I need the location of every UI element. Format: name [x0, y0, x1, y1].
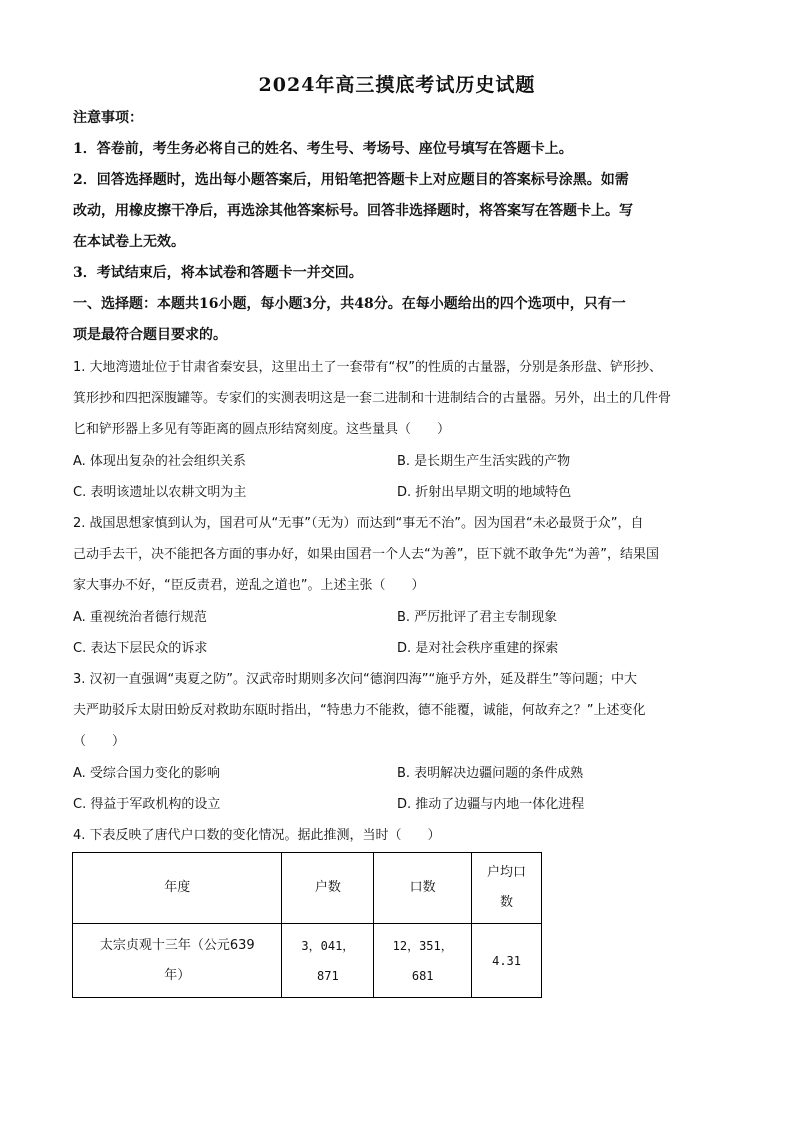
question-3-option-b[interactable]: B. 表明解决边疆问题的条件成熟: [397, 766, 584, 781]
table-header-population: [374, 853, 472, 924]
table-cell-households: [282, 924, 374, 998]
notice-line: 改动，用橡皮擦干净后，再选涂其他答案标号。回答非选择题时，将答案写在答题卡上。写: [73, 203, 633, 219]
table-cell-value: 4.31: [492, 953, 521, 968]
question-2-option-b[interactable]: B. 严厉批评了君主专制现象: [397, 610, 558, 625]
question-3-option-d[interactable]: D. 推动了边疆与内地一体化进程: [397, 797, 585, 812]
question-3-option-a[interactable]: A. 受综合国力变化的影响: [73, 766, 220, 781]
question-1-option-b[interactable]: B. 是长期生产生活实践的产物: [397, 454, 571, 469]
question-4-text: 4. 下表反映了唐代户口数的变化情况。据此推测，当时（ ）: [73, 828, 441, 843]
table-header-label: 年度: [164, 880, 191, 895]
table-header-year: [73, 853, 282, 924]
notice-line: 2．回答选择题时，选出每小题答案后，用铅笔把答题卡上对应题目的答案标号涂黑。如需: [73, 172, 629, 188]
table-cell-value: 太宗贞观十三年（公元639 年）: [99, 937, 255, 983]
table-cell-value: 12，351， 681: [392, 938, 453, 983]
notice-heading: 注意事项：: [73, 110, 143, 126]
table-header-label: 户均口 数: [487, 865, 527, 910]
notice-line: 在本试卷上无效。: [73, 234, 185, 250]
population-table: [72, 852, 542, 998]
table-cell-population: [374, 924, 472, 998]
question-3-text: 3. 汉初一直强调“夷夏之防”。汉武帝时期则多次问“德润四海”“施乎方外，延及群生”等问题；中大: [73, 672, 637, 687]
question-3-text: （ ）: [73, 734, 126, 749]
question-2-option-a[interactable]: A. 重视统治者德行规范: [73, 610, 207, 625]
question-2-text: 己动手去干，决不能把各方面的事办好，如果由国君一个人去“为善”，臣下就不敢争先“为善”，结果国: [73, 547, 659, 562]
table-header-avg: [472, 853, 542, 924]
notice-line: 3．考试结束后，将本试卷和答题卡一并交回。: [73, 265, 363, 281]
question-3-option-c[interactable]: C. 得益于军政机构的设立: [73, 797, 221, 812]
section-heading: 一、选择题：本题共16小题，每小题3分，共48分。在每小题给出的四个选项中，只有一: [73, 296, 626, 312]
question-1-option-a[interactable]: A. 体现出复杂的社会组织关系: [73, 454, 246, 469]
notice-line: 1．答卷前，考生务必将自己的姓名、考生号、考场号、座位号填写在答题卡上。: [73, 141, 573, 157]
table-cell-year: [73, 924, 282, 998]
table-cell-value: 3，041， 871: [301, 938, 355, 983]
page-title: 2024年高三摸底考试历史试题: [258, 74, 536, 96]
question-2-option-c[interactable]: C. 表达下层民众的诉求: [73, 641, 208, 656]
table-row: [73, 924, 542, 998]
question-3-text: 夫严助驳斥太尉田蚡反对救助东瓯时指出，“特患力不能救，德不能覆，诚能，何故弃之？”上述变化: [73, 703, 646, 718]
question-2-text: 2. 战国思想家慎到认为，国君可从“无事”（无为）而达到“事无不治”。因为国君“未必最贤于众”，自: [73, 516, 644, 531]
question-1-text: 箕形抄和四把深腹罐等。专家们的实测表明这是一套二进制和十进制结合的古量器。另外，出土的几件骨: [73, 391, 672, 406]
section-heading: 项是最符合题目要求的。: [73, 327, 227, 343]
question-1-option-c[interactable]: C. 表明该遗址以农耕文明为主: [73, 485, 247, 500]
question-1-text: 1. 大地湾遗址位于甘肃省秦安县，这里出土了一套带有“权”的性质的古量器，分别是条形盘、铲形抄、: [73, 360, 663, 375]
table-header-label: 户数: [314, 880, 341, 895]
question-2-text: 家大事办不好，“臣反责君，逆乱之道也”。上述主张（ ）: [73, 578, 425, 593]
table-header-households: [282, 853, 374, 924]
table-header-row: [73, 853, 542, 924]
question-1-text: 匕和铲形器上多见有等距离的圆点形结窝刻度。这些量具（ ）: [73, 422, 451, 437]
table-cell-avg: [472, 924, 542, 998]
question-1-option-d[interactable]: D. 折射出早期文明的地域特色: [397, 485, 572, 500]
table-header-label: 口数: [409, 880, 436, 895]
question-2-option-d[interactable]: D. 是对社会秩序重建的探索: [397, 641, 559, 656]
